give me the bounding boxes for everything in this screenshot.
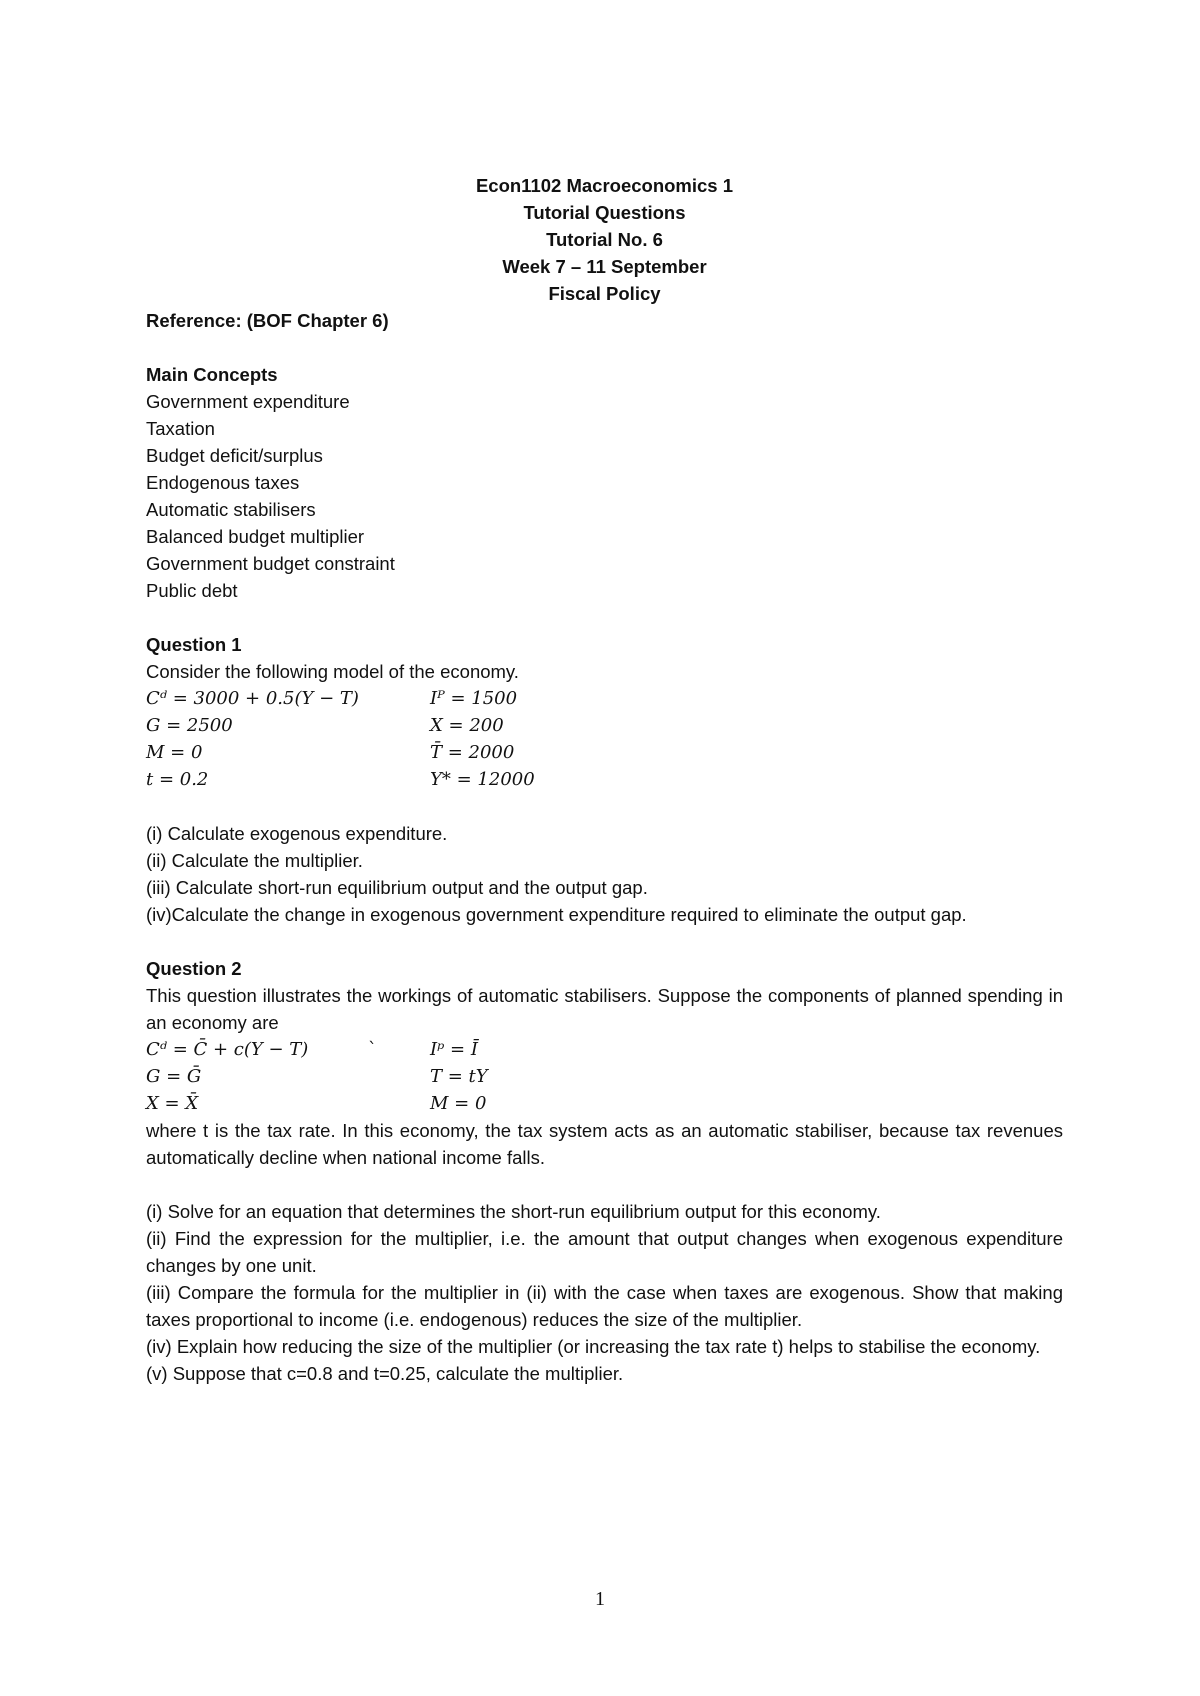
tutorial-number: Tutorial No. 6 bbox=[546, 229, 663, 250]
document-header bbox=[146, 172, 1063, 307]
equation-row bbox=[146, 1036, 1063, 1063]
question-2 bbox=[146, 955, 1063, 1387]
concepts-list bbox=[146, 388, 1063, 604]
question-part: (i) Solve for an equation that determines the short-run equilibrium output for this economy. bbox=[146, 1201, 881, 1222]
equation-row bbox=[146, 739, 1063, 766]
question-part: (i) Calculate exogenous expenditure. bbox=[146, 823, 448, 844]
equation-row bbox=[146, 766, 1063, 793]
concept-item: Budget deficit/surplus bbox=[146, 445, 323, 466]
course-title: Econ1102 Macroeconomics 1 bbox=[475, 175, 734, 196]
equation: Y* = 12000 bbox=[430, 769, 535, 790]
concept-item: Government budget constraint bbox=[146, 553, 395, 574]
equation: X = 200 bbox=[430, 715, 504, 736]
equation: M = 0 bbox=[430, 1093, 487, 1114]
equation-row bbox=[146, 1063, 1063, 1090]
question-1 bbox=[146, 631, 1063, 928]
concept-item: Taxation bbox=[146, 418, 215, 439]
concept-item: Automatic stabilisers bbox=[146, 499, 316, 520]
equation: Cᵈ = C̄ + c(Y − T) bbox=[146, 1039, 309, 1060]
document-type: Tutorial Questions bbox=[523, 202, 686, 223]
concept-item: Endogenous taxes bbox=[146, 472, 300, 493]
stray-mark: ` bbox=[368, 1039, 377, 1060]
equation: Cᵈ = 3000 + 0.5(Y − T) bbox=[146, 688, 359, 709]
concepts-heading: Main Concepts bbox=[146, 364, 278, 385]
equation: t = 0.2 bbox=[146, 769, 209, 790]
equation: M = 0 bbox=[146, 742, 203, 763]
document-body bbox=[146, 172, 1063, 1387]
concept-item: Balanced budget multiplier bbox=[146, 526, 365, 547]
question-2-title: Question 2 bbox=[146, 958, 242, 979]
equation-row bbox=[146, 1090, 1063, 1117]
equation: G = 2500 bbox=[146, 715, 233, 736]
equation: G = Ḡ bbox=[146, 1066, 202, 1087]
concept-item: Government expenditure bbox=[146, 391, 350, 412]
question-part: (v) Suppose that c=0.8 and t=0.25, calculate the multiplier. bbox=[146, 1363, 624, 1384]
question-1-intro: Consider the following model of the economy. bbox=[146, 661, 519, 682]
question-2-intro: This question illustrates the workings of automatic stabilisers. Suppose the components of planned spending in an economy are bbox=[146, 985, 1063, 1033]
equation: Iᴾ = 1500 bbox=[430, 688, 518, 709]
equation: T = tY bbox=[430, 1066, 488, 1087]
question-part: (iv) Explain how reducing the size of the multiplier (or increasing the tax rate t) helps to stabilise the economy. bbox=[146, 1336, 1041, 1357]
equation: Iᵖ = Ī bbox=[430, 1039, 478, 1060]
equation: T̄ = 2000 bbox=[430, 742, 515, 763]
equation: X = X̄ bbox=[146, 1093, 199, 1114]
concept-item: Public debt bbox=[146, 580, 238, 601]
question-part: (iii) Compare the formula for the multiplier in (ii) with the case when taxes are exogenous. Show that making taxes proportional to income (i.e. endogenous) reduces the size of the multiplier. bbox=[146, 1282, 1063, 1330]
equation-row bbox=[146, 685, 1063, 712]
question-part: (iv)Calculate the change in exogenous government expenditure required to eliminate the output gap. bbox=[146, 904, 967, 925]
page-number: 1 bbox=[595, 1588, 605, 1610]
question-part: (iii) Calculate short-run equilibrium output and the output gap. bbox=[146, 877, 648, 898]
equation-row bbox=[146, 712, 1063, 739]
reference: Reference: (BOF Chapter 6) bbox=[146, 310, 389, 331]
topic-title: Fiscal Policy bbox=[548, 283, 661, 304]
question-1-title: Question 1 bbox=[146, 634, 242, 655]
question-part: (ii) Find the expression for the multiplier, i.e. the amount that output changes when exogenous expenditure changes by one unit. bbox=[146, 1228, 1063, 1276]
question-part: (ii) Calculate the multiplier. bbox=[146, 850, 363, 871]
question-2-explanation: where t is the tax rate. In this economy, the tax system acts as an automatic stabiliser, because tax revenues automatically decline when national income falls. bbox=[146, 1120, 1063, 1168]
week-date: Week 7 – 11 September bbox=[502, 256, 707, 277]
